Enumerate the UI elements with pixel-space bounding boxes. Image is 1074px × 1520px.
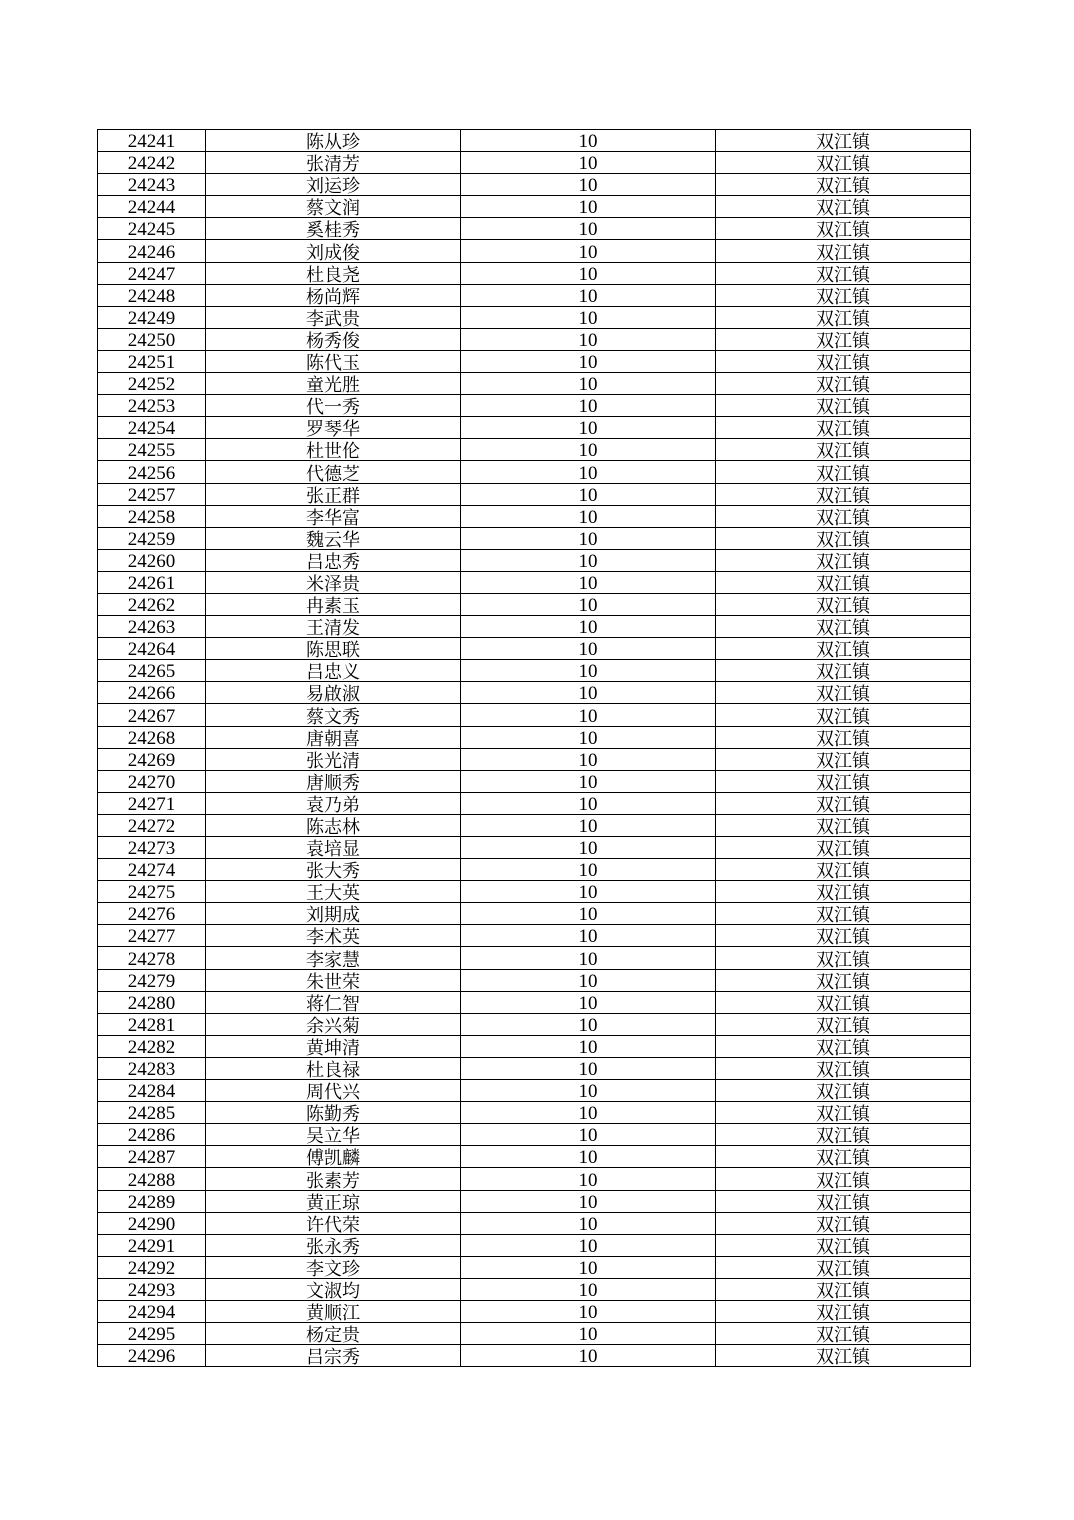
id-cell: 24278 bbox=[98, 947, 206, 969]
amount-cell: 10 bbox=[461, 925, 716, 947]
name-cell: 杨秀俊 bbox=[206, 328, 461, 350]
town-cell: 双江镇 bbox=[716, 152, 971, 174]
id-cell: 24264 bbox=[98, 638, 206, 660]
amount-cell: 10 bbox=[461, 1168, 716, 1190]
name-cell: 陈志林 bbox=[206, 814, 461, 836]
id-cell: 24294 bbox=[98, 1300, 206, 1322]
id-cell: 24260 bbox=[98, 549, 206, 571]
town-cell: 双江镇 bbox=[716, 417, 971, 439]
town-cell: 双江镇 bbox=[716, 704, 971, 726]
town-cell: 双江镇 bbox=[716, 1146, 971, 1168]
town-cell: 双江镇 bbox=[716, 1124, 971, 1146]
amount-cell: 10 bbox=[461, 130, 716, 152]
table-row bbox=[98, 947, 971, 969]
id-cell: 24258 bbox=[98, 505, 206, 527]
name-cell: 黄正琼 bbox=[206, 1190, 461, 1212]
town-cell: 双江镇 bbox=[716, 638, 971, 660]
amount-cell: 10 bbox=[461, 571, 716, 593]
id-cell: 24288 bbox=[98, 1168, 206, 1190]
amount-cell: 10 bbox=[461, 726, 716, 748]
town-cell: 双江镇 bbox=[716, 1102, 971, 1124]
town-cell: 双江镇 bbox=[716, 505, 971, 527]
table-row bbox=[98, 395, 971, 417]
town-cell: 双江镇 bbox=[716, 947, 971, 969]
amount-cell: 10 bbox=[461, 991, 716, 1013]
town-cell: 双江镇 bbox=[716, 792, 971, 814]
data-table bbox=[97, 129, 971, 1367]
table-row bbox=[98, 616, 971, 638]
table-row bbox=[98, 306, 971, 328]
town-cell: 双江镇 bbox=[716, 571, 971, 593]
town-cell: 双江镇 bbox=[716, 1190, 971, 1212]
amount-cell: 10 bbox=[461, 837, 716, 859]
town-cell: 双江镇 bbox=[716, 1345, 971, 1367]
town-cell: 双江镇 bbox=[716, 859, 971, 881]
name-cell: 刘运珍 bbox=[206, 174, 461, 196]
amount-cell: 10 bbox=[461, 306, 716, 328]
table-row bbox=[98, 792, 971, 814]
table-row bbox=[98, 1190, 971, 1212]
id-cell: 24248 bbox=[98, 284, 206, 306]
name-cell: 杨定贵 bbox=[206, 1323, 461, 1345]
amount-cell: 10 bbox=[461, 461, 716, 483]
amount-cell: 10 bbox=[461, 395, 716, 417]
name-cell: 陈勤秀 bbox=[206, 1102, 461, 1124]
id-cell: 24291 bbox=[98, 1234, 206, 1256]
table-row bbox=[98, 1035, 971, 1057]
amount-cell: 10 bbox=[461, 1345, 716, 1367]
id-cell: 24284 bbox=[98, 1080, 206, 1102]
amount-cell: 10 bbox=[461, 1035, 716, 1057]
id-cell: 24282 bbox=[98, 1035, 206, 1057]
amount-cell: 10 bbox=[461, 1057, 716, 1079]
id-cell: 24257 bbox=[98, 483, 206, 505]
town-cell: 双江镇 bbox=[716, 1057, 971, 1079]
table-row bbox=[98, 196, 971, 218]
amount-cell: 10 bbox=[461, 439, 716, 461]
town-cell: 双江镇 bbox=[716, 1278, 971, 1300]
table-row bbox=[98, 417, 971, 439]
town-cell: 双江镇 bbox=[716, 748, 971, 770]
table-row bbox=[98, 284, 971, 306]
town-cell: 双江镇 bbox=[716, 925, 971, 947]
table-row bbox=[98, 991, 971, 1013]
amount-cell: 10 bbox=[461, 328, 716, 350]
table-row bbox=[98, 1212, 971, 1234]
id-cell: 24293 bbox=[98, 1278, 206, 1300]
amount-cell: 10 bbox=[461, 1080, 716, 1102]
id-cell: 24275 bbox=[98, 881, 206, 903]
table-body bbox=[98, 130, 971, 1367]
name-cell: 张正群 bbox=[206, 483, 461, 505]
town-cell: 双江镇 bbox=[716, 174, 971, 196]
amount-cell: 10 bbox=[461, 549, 716, 571]
amount-cell: 10 bbox=[461, 792, 716, 814]
amount-cell: 10 bbox=[461, 152, 716, 174]
amount-cell: 10 bbox=[461, 527, 716, 549]
name-cell: 蔡文秀 bbox=[206, 704, 461, 726]
id-cell: 24289 bbox=[98, 1190, 206, 1212]
town-cell: 双江镇 bbox=[716, 218, 971, 240]
town-cell: 双江镇 bbox=[716, 328, 971, 350]
amount-cell: 10 bbox=[461, 218, 716, 240]
table-row bbox=[98, 704, 971, 726]
name-cell: 杨尚辉 bbox=[206, 284, 461, 306]
town-cell: 双江镇 bbox=[716, 1234, 971, 1256]
town-cell: 双江镇 bbox=[716, 1323, 971, 1345]
town-cell: 双江镇 bbox=[716, 549, 971, 571]
town-cell: 双江镇 bbox=[716, 1212, 971, 1234]
name-cell: 王大英 bbox=[206, 881, 461, 903]
name-cell: 李华富 bbox=[206, 505, 461, 527]
name-cell: 唐朝喜 bbox=[206, 726, 461, 748]
table-row bbox=[98, 174, 971, 196]
name-cell: 罗琴华 bbox=[206, 417, 461, 439]
id-cell: 24270 bbox=[98, 770, 206, 792]
id-cell: 24243 bbox=[98, 174, 206, 196]
id-cell: 24280 bbox=[98, 991, 206, 1013]
town-cell: 双江镇 bbox=[716, 395, 971, 417]
town-cell: 双江镇 bbox=[716, 483, 971, 505]
name-cell: 奚桂秀 bbox=[206, 218, 461, 240]
table-row bbox=[98, 1168, 971, 1190]
name-cell: 李文珍 bbox=[206, 1256, 461, 1278]
table-row bbox=[98, 682, 971, 704]
town-cell: 双江镇 bbox=[716, 1168, 971, 1190]
town-cell: 双江镇 bbox=[716, 1035, 971, 1057]
name-cell: 张永秀 bbox=[206, 1234, 461, 1256]
amount-cell: 10 bbox=[461, 903, 716, 925]
table-row bbox=[98, 1300, 971, 1322]
name-cell: 魏云华 bbox=[206, 527, 461, 549]
id-cell: 24262 bbox=[98, 593, 206, 615]
name-cell: 易啟淑 bbox=[206, 682, 461, 704]
id-cell: 24261 bbox=[98, 571, 206, 593]
table-row bbox=[98, 1345, 971, 1367]
table-row bbox=[98, 660, 971, 682]
table-row bbox=[98, 350, 971, 372]
town-cell: 双江镇 bbox=[716, 306, 971, 328]
id-cell: 24296 bbox=[98, 1345, 206, 1367]
id-cell: 24285 bbox=[98, 1102, 206, 1124]
amount-cell: 10 bbox=[461, 638, 716, 660]
name-cell: 黄顺江 bbox=[206, 1300, 461, 1322]
table-row bbox=[98, 328, 971, 350]
town-cell: 双江镇 bbox=[716, 1013, 971, 1035]
amount-cell: 10 bbox=[461, 1256, 716, 1278]
name-cell: 周代兴 bbox=[206, 1080, 461, 1102]
table-row bbox=[98, 218, 971, 240]
id-cell: 24286 bbox=[98, 1124, 206, 1146]
town-cell: 双江镇 bbox=[716, 903, 971, 925]
amount-cell: 10 bbox=[461, 1146, 716, 1168]
table-row bbox=[98, 770, 971, 792]
table-row bbox=[98, 461, 971, 483]
town-cell: 双江镇 bbox=[716, 660, 971, 682]
name-cell: 刘成俊 bbox=[206, 240, 461, 262]
name-cell: 唐顺秀 bbox=[206, 770, 461, 792]
name-cell: 米泽贵 bbox=[206, 571, 461, 593]
name-cell: 童光胜 bbox=[206, 373, 461, 395]
table-row bbox=[98, 748, 971, 770]
amount-cell: 10 bbox=[461, 859, 716, 881]
amount-cell: 10 bbox=[461, 1212, 716, 1234]
name-cell: 吕忠义 bbox=[206, 660, 461, 682]
name-cell: 吕宗秀 bbox=[206, 1345, 461, 1367]
name-cell: 冉素玉 bbox=[206, 593, 461, 615]
id-cell: 24281 bbox=[98, 1013, 206, 1035]
amount-cell: 10 bbox=[461, 1323, 716, 1345]
name-cell: 陈代玉 bbox=[206, 350, 461, 372]
name-cell: 袁培显 bbox=[206, 837, 461, 859]
name-cell: 李术英 bbox=[206, 925, 461, 947]
name-cell: 张素芳 bbox=[206, 1168, 461, 1190]
table-row bbox=[98, 130, 971, 152]
town-cell: 双江镇 bbox=[716, 130, 971, 152]
amount-cell: 10 bbox=[461, 881, 716, 903]
id-cell: 24256 bbox=[98, 461, 206, 483]
town-cell: 双江镇 bbox=[716, 527, 971, 549]
name-cell: 李武贵 bbox=[206, 306, 461, 328]
amount-cell: 10 bbox=[461, 505, 716, 527]
table-row bbox=[98, 152, 971, 174]
town-cell: 双江镇 bbox=[716, 240, 971, 262]
name-cell: 张大秀 bbox=[206, 859, 461, 881]
amount-cell: 10 bbox=[461, 1124, 716, 1146]
town-cell: 双江镇 bbox=[716, 770, 971, 792]
amount-cell: 10 bbox=[461, 1234, 716, 1256]
table-row bbox=[98, 814, 971, 836]
amount-cell: 10 bbox=[461, 1300, 716, 1322]
table-row bbox=[98, 483, 971, 505]
table-row bbox=[98, 240, 971, 262]
id-cell: 24250 bbox=[98, 328, 206, 350]
table-row bbox=[98, 1057, 971, 1079]
table-row bbox=[98, 505, 971, 527]
town-cell: 双江镇 bbox=[716, 814, 971, 836]
table-row bbox=[98, 593, 971, 615]
id-cell: 24276 bbox=[98, 903, 206, 925]
name-cell: 杜良禄 bbox=[206, 1057, 461, 1079]
name-cell: 傅凯麟 bbox=[206, 1146, 461, 1168]
table-row bbox=[98, 837, 971, 859]
id-cell: 24242 bbox=[98, 152, 206, 174]
amount-cell: 10 bbox=[461, 240, 716, 262]
id-cell: 24266 bbox=[98, 682, 206, 704]
name-cell: 陈从珍 bbox=[206, 130, 461, 152]
id-cell: 24269 bbox=[98, 748, 206, 770]
name-cell: 陈思联 bbox=[206, 638, 461, 660]
id-cell: 24247 bbox=[98, 262, 206, 284]
amount-cell: 10 bbox=[461, 593, 716, 615]
town-cell: 双江镇 bbox=[716, 1256, 971, 1278]
id-cell: 24271 bbox=[98, 792, 206, 814]
name-cell: 张清芳 bbox=[206, 152, 461, 174]
id-cell: 24290 bbox=[98, 1212, 206, 1234]
amount-cell: 10 bbox=[461, 417, 716, 439]
id-cell: 24251 bbox=[98, 350, 206, 372]
table-row bbox=[98, 1256, 971, 1278]
amount-cell: 10 bbox=[461, 1013, 716, 1035]
town-cell: 双江镇 bbox=[716, 262, 971, 284]
id-cell: 24246 bbox=[98, 240, 206, 262]
amount-cell: 10 bbox=[461, 1102, 716, 1124]
id-cell: 24249 bbox=[98, 306, 206, 328]
amount-cell: 10 bbox=[461, 682, 716, 704]
id-cell: 24265 bbox=[98, 660, 206, 682]
amount-cell: 10 bbox=[461, 284, 716, 306]
table-row bbox=[98, 925, 971, 947]
name-cell: 杜良尧 bbox=[206, 262, 461, 284]
table-row bbox=[98, 1278, 971, 1300]
table-row bbox=[98, 1323, 971, 1345]
name-cell: 吕忠秀 bbox=[206, 549, 461, 571]
name-cell: 杜世伦 bbox=[206, 439, 461, 461]
id-cell: 24259 bbox=[98, 527, 206, 549]
table-row bbox=[98, 549, 971, 571]
town-cell: 双江镇 bbox=[716, 461, 971, 483]
id-cell: 24255 bbox=[98, 439, 206, 461]
table-row bbox=[98, 903, 971, 925]
amount-cell: 10 bbox=[461, 969, 716, 991]
town-cell: 双江镇 bbox=[716, 1080, 971, 1102]
amount-cell: 10 bbox=[461, 660, 716, 682]
name-cell: 袁乃弟 bbox=[206, 792, 461, 814]
id-cell: 24244 bbox=[98, 196, 206, 218]
table-row bbox=[98, 1124, 971, 1146]
id-cell: 24295 bbox=[98, 1323, 206, 1345]
table-row bbox=[98, 726, 971, 748]
table-row bbox=[98, 571, 971, 593]
id-cell: 24263 bbox=[98, 616, 206, 638]
town-cell: 双江镇 bbox=[716, 616, 971, 638]
table-row bbox=[98, 1146, 971, 1168]
town-cell: 双江镇 bbox=[716, 284, 971, 306]
id-cell: 24287 bbox=[98, 1146, 206, 1168]
id-cell: 24279 bbox=[98, 969, 206, 991]
name-cell: 李家慧 bbox=[206, 947, 461, 969]
amount-cell: 10 bbox=[461, 262, 716, 284]
table-row bbox=[98, 969, 971, 991]
amount-cell: 10 bbox=[461, 483, 716, 505]
town-cell: 双江镇 bbox=[716, 969, 971, 991]
name-cell: 王清发 bbox=[206, 616, 461, 638]
name-cell: 余兴菊 bbox=[206, 1013, 461, 1035]
town-cell: 双江镇 bbox=[716, 439, 971, 461]
town-cell: 双江镇 bbox=[716, 373, 971, 395]
amount-cell: 10 bbox=[461, 748, 716, 770]
table-row bbox=[98, 881, 971, 903]
id-cell: 24272 bbox=[98, 814, 206, 836]
id-cell: 24245 bbox=[98, 218, 206, 240]
id-cell: 24273 bbox=[98, 837, 206, 859]
town-cell: 双江镇 bbox=[716, 1300, 971, 1322]
table-row bbox=[98, 373, 971, 395]
town-cell: 双江镇 bbox=[716, 726, 971, 748]
town-cell: 双江镇 bbox=[716, 991, 971, 1013]
id-cell: 24274 bbox=[98, 859, 206, 881]
amount-cell: 10 bbox=[461, 373, 716, 395]
amount-cell: 10 bbox=[461, 1278, 716, 1300]
name-cell: 黄坤清 bbox=[206, 1035, 461, 1057]
id-cell: 24292 bbox=[98, 1256, 206, 1278]
name-cell: 许代荣 bbox=[206, 1212, 461, 1234]
amount-cell: 10 bbox=[461, 947, 716, 969]
id-cell: 24277 bbox=[98, 925, 206, 947]
name-cell: 蒋仁智 bbox=[206, 991, 461, 1013]
town-cell: 双江镇 bbox=[716, 837, 971, 859]
name-cell: 代一秀 bbox=[206, 395, 461, 417]
name-cell: 蔡文润 bbox=[206, 196, 461, 218]
table-row bbox=[98, 638, 971, 660]
amount-cell: 10 bbox=[461, 814, 716, 836]
id-cell: 24241 bbox=[98, 130, 206, 152]
town-cell: 双江镇 bbox=[716, 593, 971, 615]
amount-cell: 10 bbox=[461, 616, 716, 638]
table-row bbox=[98, 262, 971, 284]
name-cell: 刘期成 bbox=[206, 903, 461, 925]
table-row bbox=[98, 1102, 971, 1124]
id-cell: 24268 bbox=[98, 726, 206, 748]
amount-cell: 10 bbox=[461, 196, 716, 218]
name-cell: 文淑均 bbox=[206, 1278, 461, 1300]
amount-cell: 10 bbox=[461, 770, 716, 792]
amount-cell: 10 bbox=[461, 174, 716, 196]
amount-cell: 10 bbox=[461, 704, 716, 726]
name-cell: 朱世荣 bbox=[206, 969, 461, 991]
name-cell: 代德芝 bbox=[206, 461, 461, 483]
id-cell: 24253 bbox=[98, 395, 206, 417]
table-row bbox=[98, 1013, 971, 1035]
id-cell: 24254 bbox=[98, 417, 206, 439]
table-row bbox=[98, 1234, 971, 1256]
town-cell: 双江镇 bbox=[716, 682, 971, 704]
id-cell: 24252 bbox=[98, 373, 206, 395]
id-cell: 24267 bbox=[98, 704, 206, 726]
table-row bbox=[98, 439, 971, 461]
town-cell: 双江镇 bbox=[716, 350, 971, 372]
amount-cell: 10 bbox=[461, 1190, 716, 1212]
amount-cell: 10 bbox=[461, 350, 716, 372]
name-cell: 张光清 bbox=[206, 748, 461, 770]
table-row bbox=[98, 859, 971, 881]
name-cell: 吴立华 bbox=[206, 1124, 461, 1146]
town-cell: 双江镇 bbox=[716, 196, 971, 218]
table-row bbox=[98, 1080, 971, 1102]
table-row bbox=[98, 527, 971, 549]
id-cell: 24283 bbox=[98, 1057, 206, 1079]
town-cell: 双江镇 bbox=[716, 881, 971, 903]
